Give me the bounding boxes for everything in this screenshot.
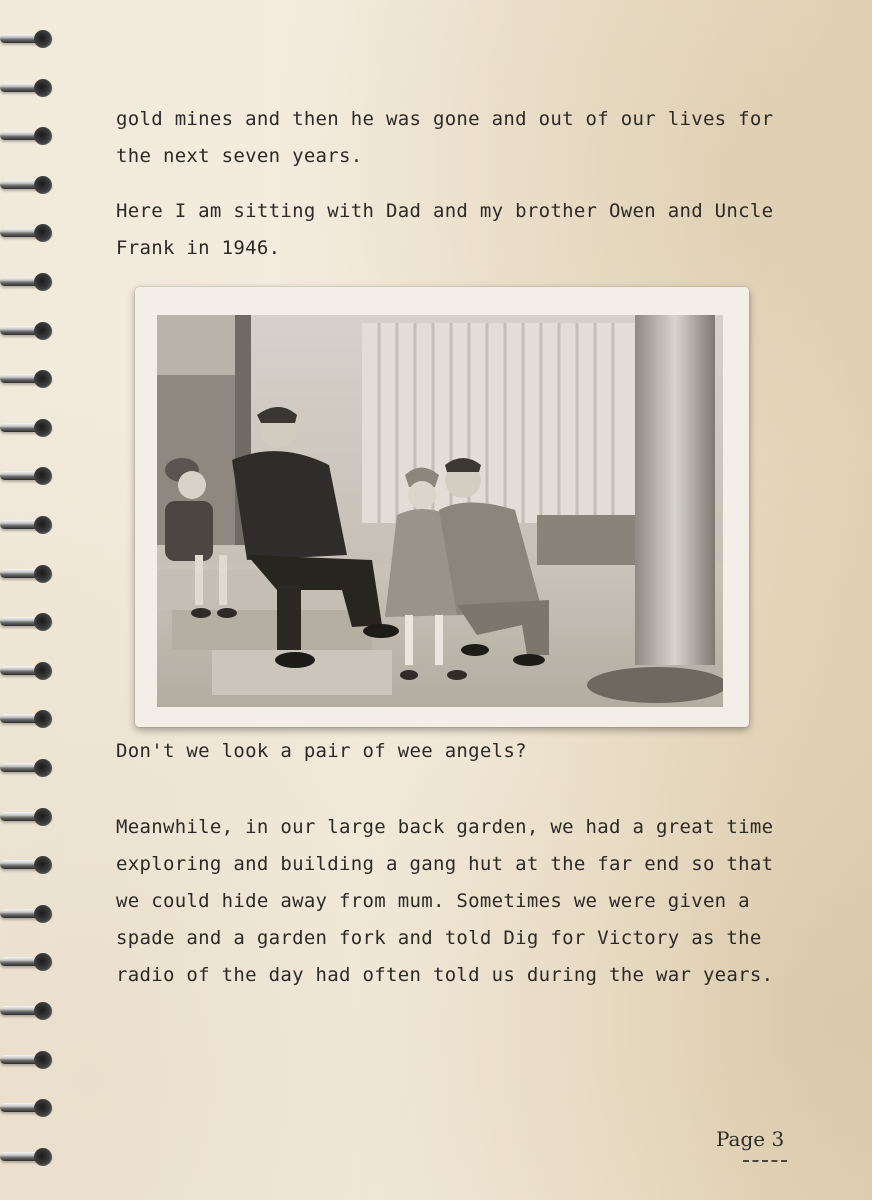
paragraph-photo-caption: Here I am sitting with Dad and my brother Owen and Uncle Frank in 1946. — [116, 200, 774, 259]
spiral-ring — [0, 320, 56, 342]
spiral-ring — [0, 125, 56, 147]
spiral-ring — [0, 1146, 56, 1168]
spiral-ring — [0, 854, 56, 876]
spiral-ring — [0, 1097, 56, 1119]
spiral-ring — [0, 563, 56, 585]
spiral-ring — [0, 28, 56, 50]
spiral-ring — [0, 368, 56, 390]
photo-frame — [135, 287, 749, 727]
page-number-underline — [743, 1160, 787, 1165]
spiral-ring — [0, 514, 56, 536]
spiral-ring — [0, 1049, 56, 1071]
spiral-binding — [0, 0, 60, 1200]
page-number: Page 3 — [716, 1127, 785, 1151]
spiral-ring — [0, 465, 56, 487]
spiral-ring — [0, 77, 56, 99]
spiral-ring — [0, 417, 56, 439]
spiral-ring — [0, 806, 56, 828]
spiral-ring — [0, 1000, 56, 1022]
spiral-ring — [0, 951, 56, 973]
spiral-ring — [0, 708, 56, 730]
spiral-ring — [0, 611, 56, 633]
family-photo — [157, 315, 723, 707]
spiral-ring — [0, 222, 56, 244]
spiral-ring — [0, 271, 56, 293]
spiral-ring — [0, 660, 56, 682]
paragraph-back-garden: Meanwhile, in our large back garden, we had a great time exploring and building a gang hut at the far end so that we could hide away from mum. Sometimes we were given a spade and a garden fork and told Dig for Victory as the radio of the day had often told us during the war years. — [116, 816, 774, 986]
paragraph-gold-mines: gold mines and then he was gone and out of our lives for the next seven years. — [116, 108, 774, 167]
spiral-ring — [0, 757, 56, 779]
spiral-ring — [0, 174, 56, 196]
spiral-ring — [0, 903, 56, 925]
paragraph-angels: Don't we look a pair of wee angels? — [116, 740, 527, 762]
